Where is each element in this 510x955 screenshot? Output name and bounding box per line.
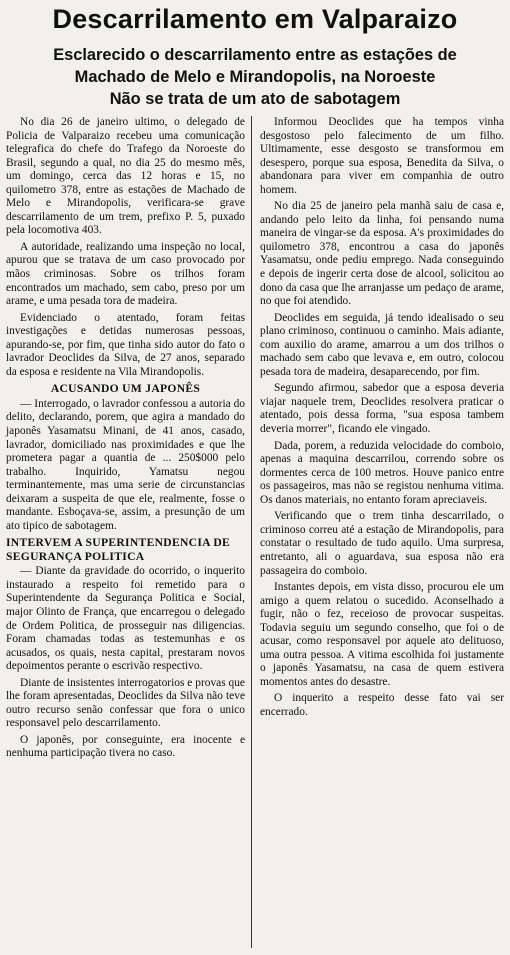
subheadline-line-3: Não se trata de um ato de sabotagem <box>109 90 401 108</box>
paragraph: Segundo afirmou, sabedor que a esposa deveria viajar naquele trem, Deoclides resolvera praticar o atentado, pois dessa forma, "sua esposa tambem deveria morrer", ficando ele vingado. <box>260 382 504 436</box>
column-divider <box>251 116 252 948</box>
section-heading: INTERVEM A SUPERINTENDENCIA DE SEGURANÇA POLITICA <box>6 536 231 563</box>
paragraph: A autoridade, realizando uma inspeção no local, apurou que se tratava de um caso provocado por mãos criminosas. Sobre os trilhos foram encontrados um machado, sem cabo, preso por um arame, e uma pesada tora de madeira. <box>6 240 245 308</box>
paragraph: Deoclides em seguida, já tendo idealisado o seu plano criminoso, continuou o caminho. Mais adiante, com auxilio do arame, amarrou a um dos trilhos o machado sem cabo que levava e, em outro, colocou pesada tora de madeira, desaparecendo, por fim. <box>260 311 504 378</box>
subheadline-line-2: Machado de Melo e Mirandopolis, na Noroeste <box>74 68 436 86</box>
paragraph: Diante de insistentes interrogatorios e provas que lhe foram apresentadas, Deoclides da Silva não teve outro recurso senão confessar que fora o unico responsavel pelo descarrilamento. <box>6 676 245 730</box>
headline: Descarrilamento em Valparaizo <box>52 4 458 34</box>
paragraph: Instantes depois, em vista disso, procurou ele um amigo a quem relatou o sucedido. Aconselhado a fugir, não o fez, receioso de provocar suspeitas. Todavia seguiu um segundo conselho, que foi o de acusar, como responsavel por aquele ato delituoso, uma outra pessoa. A vitima escolhida foi justamente o japonês Yasamatsu, na casa de quem estivera momentos antes do desastre. <box>260 581 504 688</box>
subheadline <box>0 44 510 110</box>
section-heading: ACUSANDO UM JAPONÊS <box>50 382 201 396</box>
paragraph: No dia 26 de janeiro ultimo, o delegado de Policia de Valparaizo recebeu uma comunicação telegrafica do chefe do Trafego da Noroeste do Brasil, segundo a qual, no dia 25 do mesmo mês, um domingo, cerca das 12 horas e 15, no quilometro 378, entre as estações de Machado de Melo e Mirandopolis, verificara-se grave descarrilamento de um trem, prefixo P. 5, puxado pela locomotiva 403. <box>6 116 245 237</box>
paragraph: Dada, porem, a reduzida velocidade do comboio, apenas a maquina descarrilou, correndo sobre os dormentes cerca de 100 metros. Houve panico entre os passageiros, mas não se registou nenhuma vitima. Os danos materiais, no entanto foram apreciaveis. <box>260 439 504 506</box>
paragraph: — Diante da gravidade do ocorrido, o inquerito instaurado a respeito foi remetido para o Superintendente da Segurança Politica e Social, major Olinto de França, que encarregou o delegado de Ordem Politica, de prosseguir nas diligencias. Foram chamadas todas as testemunhas e os acusados, os quais, nesta capital, prestaram novos depoimentos perante o escrivão respectivo. <box>6 565 245 673</box>
paragraph: No dia 25 de janeiro pela manhã saiu de casa e, andando pelo leito da linha, foi pensando numa maneira de vingar-se da esposa. A's proximidades do quilometro 378, encontrou a casa do japonês Yasamatsu, onde pediu emprego. Nada conseguindo e depois de ingerir certa dose de alcool, solicitou ao dono da casa que lhe arranjasse um pedaço de arame, no que foi atendido. <box>260 200 504 308</box>
paragraph: Evidenciado o atentado, foram feitas investigações e detidas numerosas pessoas, apurando-se, por fim, que tinha sido autor do fato o lavrador Deoclides da Silva, de 27 anos, separado da esposa e residente na Vila Mirandopolis. <box>6 311 245 378</box>
paragraph: — Interrogado, o lavrador confessou a autoria do delito, declarando, porem, que agira a mandado do japonês Yasamatsu Minani, de 41 anos, casado, lavrador, domiciliado nas proximidades e que lhe prometera pagar a quantia de ... 250$000 pelo trabalho. Inquirido, Yamatsu negou terminantemente, mas uma serie de circunstancias deixaram a suspeita de que ele, realmente, fosse o mandante. Esboçava-se, assim, a presunção de um ato tipico de sabotagem. <box>6 397 245 532</box>
subheadline-line-1: Esclarecido o descarrilamento entre as estações de <box>53 46 457 64</box>
paragraph: O japonês, por conseguinte, era inocente e nenhuma participação tivera no caso. <box>6 733 245 760</box>
paragraph: O inquerito a respeito desse fato vai ser encerrado. <box>260 692 504 718</box>
right-column <box>260 116 504 723</box>
paragraph: Informou Deoclides que ha tempos vinha desgostoso pelo falecimento de um filho. Ultimamente, esse desgosto se transformou em desespero, porque sua esposa, Benedita da Silva, o abandonara para viver em companhia de outro homem. <box>260 116 504 196</box>
left-column <box>6 116 245 764</box>
paragraph: Verificando que o trem tinha descarrilado, o criminoso correu até a estação de Mirandopolis, para constatar o resultado de tudo aquilo. Uma surpresa, entretanto, ali o aguardava, sua esposa não era passageira do comboio. <box>260 510 504 577</box>
